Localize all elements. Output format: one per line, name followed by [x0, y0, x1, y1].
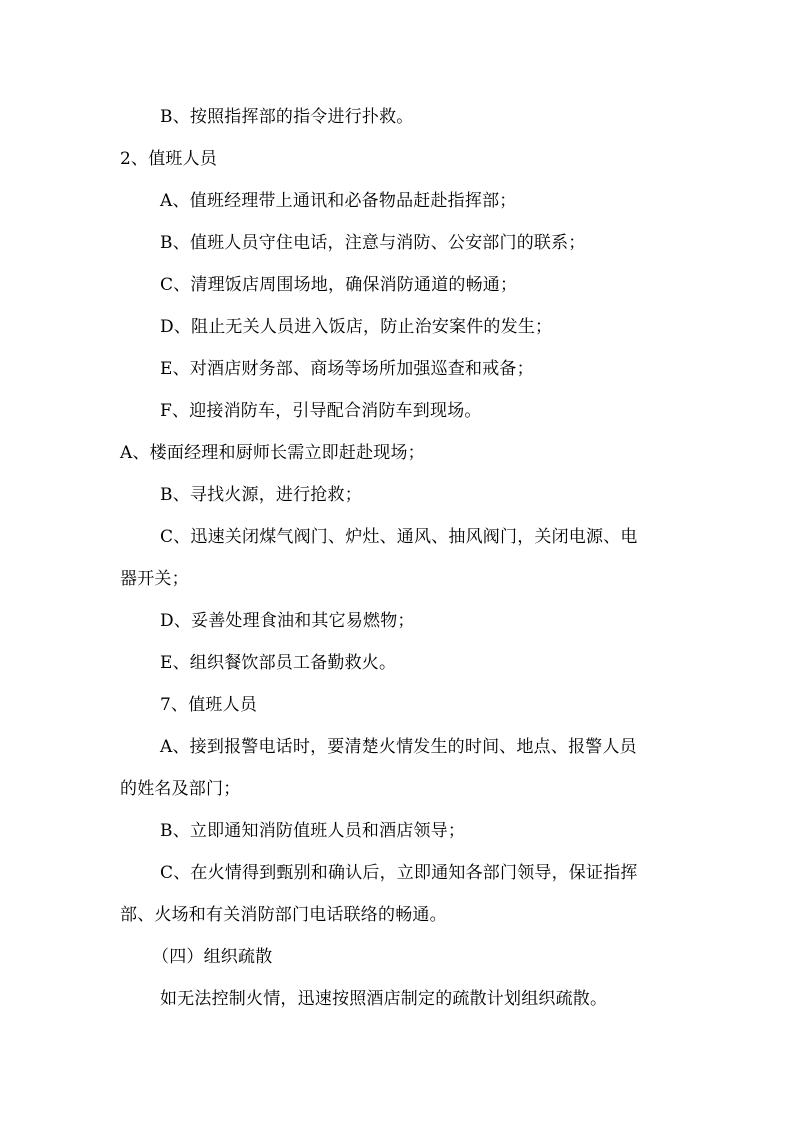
- text-line: C、清理饭店周围场地，确保消防通道的畅通；: [160, 275, 518, 295]
- text-line: B、寻找火源，进行抢救；: [160, 485, 362, 505]
- text-line: A、楼面经理和厨师长需立即赶赴现场；: [120, 443, 425, 463]
- text-line: C、在火情得到甄别和确认后，立即通知各部门领导，保证指挥: [160, 863, 638, 883]
- text-line: D、妥善处理食油和其它易燃物；: [160, 611, 415, 631]
- text-line: F、迎接消防车，引导配合消防车到现场。: [160, 401, 482, 421]
- text-line: 如无法控制火情，迅速按照酒店制定的疏散计划组织疏散。: [160, 989, 608, 1009]
- text-line: D、阻止无关人员进入饭店，防止治安案件的发生；: [160, 317, 553, 337]
- section-heading: 2、值班人员: [120, 149, 218, 169]
- section-heading: （四）组织疏散: [152, 947, 273, 967]
- text-line: 器开关；: [120, 569, 189, 589]
- text-line: 部、火场和有关消防部门电话联络的畅通。: [120, 905, 447, 925]
- text-line: 的姓名及部门；: [120, 779, 241, 799]
- text-line: B、值班人员守住电话，注意与消防、公安部门的联系；: [160, 233, 586, 253]
- text-line: A、接到报警电话时，要清楚火情发生的时间、地点、报警人员: [160, 737, 637, 757]
- text-line: B、立即通知消防值班人员和酒店领导；: [160, 821, 466, 841]
- text-line: B、按照指挥部的指令进行扑救。: [160, 107, 414, 127]
- text-line: A、值班经理带上通讯和必备物品赶赴指挥部；: [160, 191, 517, 211]
- section-heading: 7、值班人员: [160, 695, 258, 715]
- text-line: C、迅速关闭煤气阀门、炉灶、通风、抽风阀门，关闭电源、电: [160, 527, 638, 547]
- text-line: E、组织餐饮部员工备勤救火。: [160, 653, 397, 673]
- text-line: E、对酒店财务部、商场等场所加强巡查和戒备；: [160, 359, 534, 379]
